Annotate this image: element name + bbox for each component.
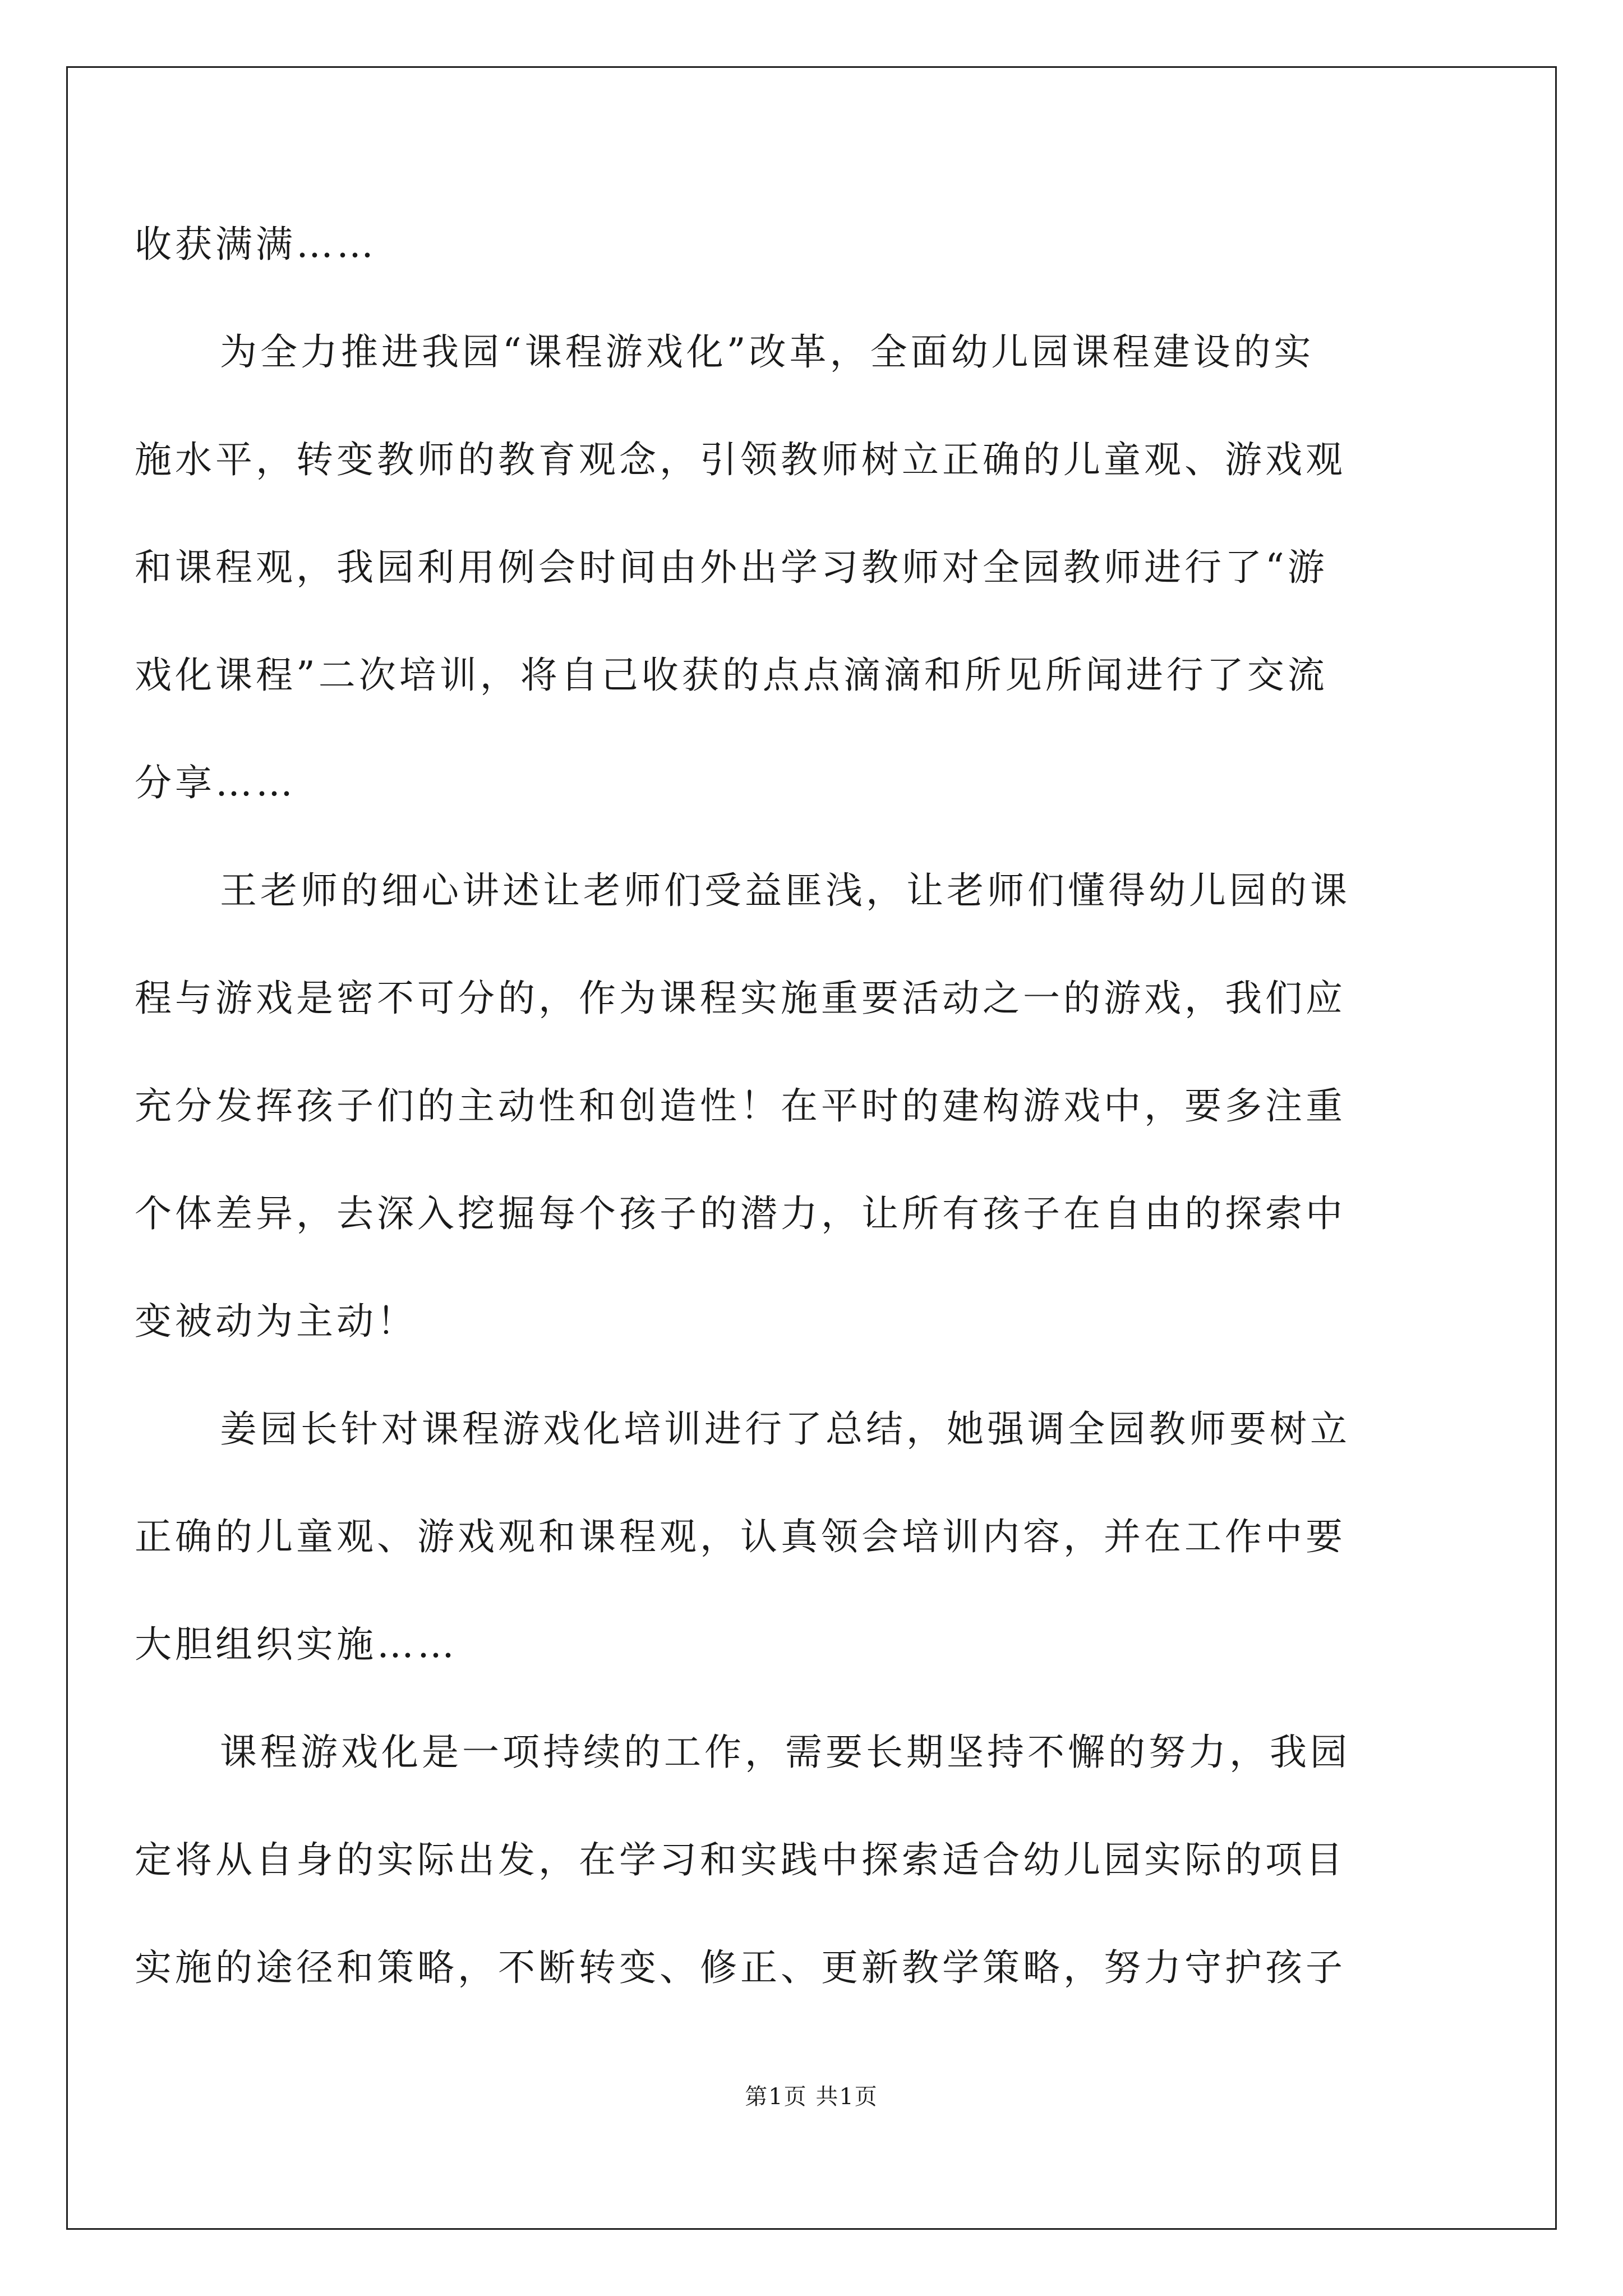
text-line: 正确的儿童观、游戏观和课程观，认真领会培训内容，并在工作中要 [135, 1515, 1346, 1558]
paragraph-start-line: 为全力推进我园“课程游戏化”改革，全面幼儿园课程建设的实 [220, 330, 1315, 374]
paragraph-start-line: 课程游戏化是一项持续的工作，需要长期坚持不懈的努力，我园 [220, 1731, 1350, 1774]
text-line: 分享…… [135, 761, 296, 804]
paragraph-start-line: 姜园长针对课程游戏化培训进行了总结，她强调全园教师要树立 [220, 1407, 1350, 1451]
text-line: 程与游戏是密不可分的，作为课程实施重要活动之一的游戏，我们应 [135, 977, 1346, 1020]
paragraph-start-line: 王老师的细心讲述让老师们受益匪浅，让老师们懂得幼儿园的课 [220, 869, 1350, 912]
page-number-footer: 第1页 共1页 [745, 2084, 878, 2110]
text-line: 变被动为主动！ [135, 1300, 417, 1343]
text-line: 施水平，转变教师的教育观念，引领教师树立正确的儿童观、游戏观 [135, 438, 1346, 481]
text-line: 实施的途径和策略，不断转变、修正、更新教学策略，努力守护孩子 [135, 1946, 1346, 1989]
text-line: 戏化课程”二次培训，将自己收获的点点滴滴和所见所闻进行了交流 [135, 654, 1328, 697]
text-line: 定将从自身的实际出发，在学习和实践中探索适合幼儿园实际的项目 [135, 1838, 1346, 1881]
text-line: 收获满满…… [135, 223, 377, 266]
text-line: 和课程观，我园利用例会时间由外出学习教师对全园教师进行了“游 [135, 546, 1328, 589]
text-line: 充分发挥孩子们的主动性和创造性！在平时的建构游戏中，要多注重 [135, 1084, 1346, 1128]
text-line: 个体差异，去深入挖掘每个孩子的潜力，让所有孩子在自由的探索中 [135, 1192, 1346, 1235]
text-line: 大胆组织实施…… [135, 1623, 458, 1666]
document-body [135, 191, 1430, 2022]
